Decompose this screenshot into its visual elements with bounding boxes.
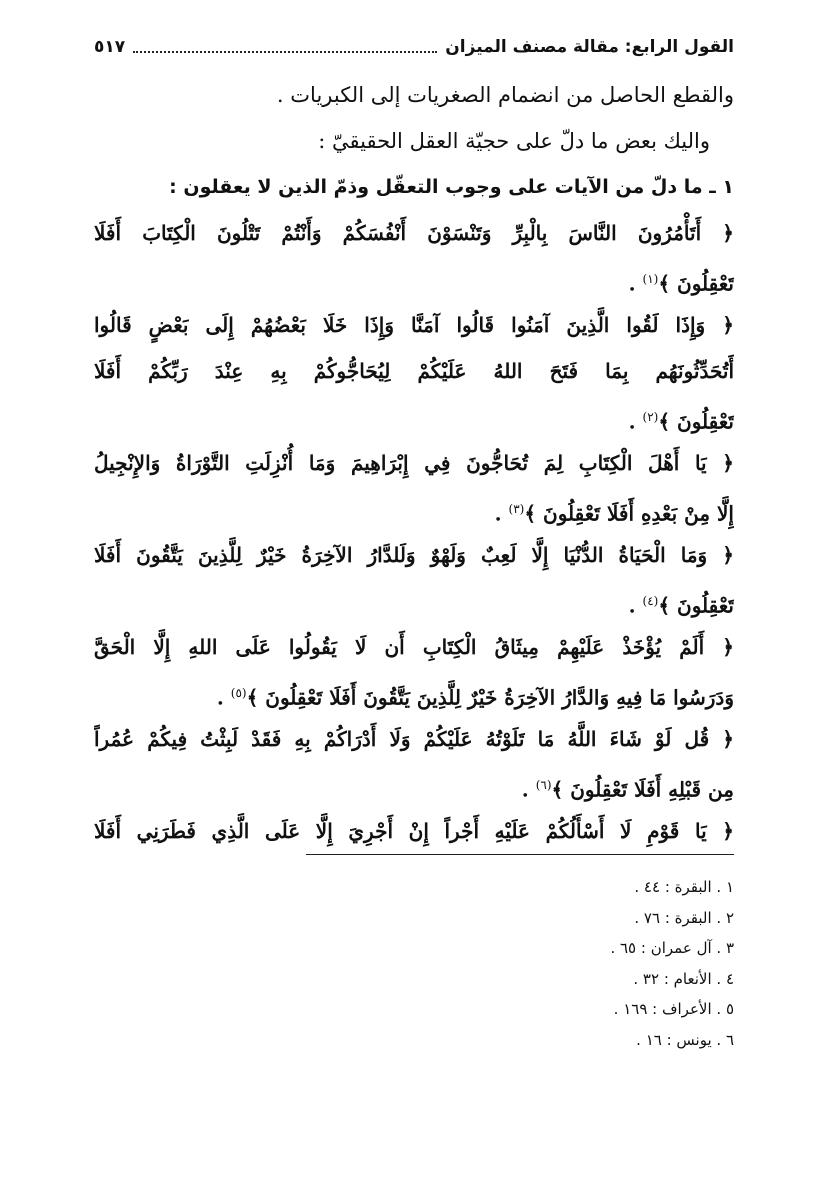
verse-line: ﴿ يَا قَوْمِ لَا أَسْأَلُكُمْ عَلَيْهِ أَجْراً إِنْ أَجْرِيَ إِلَّا عَلَى الَّذِي فَطَرَنِي أَفَلَا [94, 819, 734, 843]
footnote-item: ٦ . يونس : ١٦ . [636, 1030, 734, 1049]
footnote-ref: (٦) [535, 778, 552, 792]
intro-line-2: واليك بعض ما دلّ على حجيّة العقل الحقيقيّ : [318, 129, 710, 153]
verse-line: ﴿ أَلَمْ يُؤْخَذْ عَلَيْهِمْ مِيثَاقُ الْكِتَابِ أَن لَا يَقُولُوا عَلَى اللهِ إِلَّا الْحَقَّ [94, 635, 734, 659]
verse-line: مِن قَبْلِهِ أَفَلَا تَعْقِلُونَ ﴾$^{(٦)}$ . [521, 777, 734, 802]
verse-line: تَعْقِلُونَ ﴾$^{(٢)}$ . [628, 409, 734, 434]
verse-line: تَعْقِلُونَ ﴾$^{(٤)}$ . [628, 593, 734, 618]
footnote-item: ١ . البقرة : ٤٤ . [634, 878, 734, 896]
footnote-ref: (٤) [642, 594, 659, 608]
verse-line: ﴿ يَا أَهْلَ الْكِتَابِ لِمَ تُحَاجُّونَ فِي إِبْرَاهِيمَ وَمَا أُنْزِلَتِ التَّوْرَاةُ وَالإِنْجِيلُ [94, 451, 734, 475]
verse-line: ﴿ وَمَا الْحَيَاةُ الدُّنْيَا إِلَّا لَعِبٌ وَلَهْوٌ وَلَلدَّارُ الآخِرَةُ خَيْرٌ لِلَّذِينَ يَتَّقُونَ أَفَلَا [94, 543, 734, 567]
footnote-ref: (٥) [230, 686, 247, 700]
verse-text: إِلَّا مِنْ بَعْدِهِ أَفَلَا تَعْقِلُونَ ﴾ [524, 501, 734, 526]
verse-line: إِلَّا مِنْ بَعْدِهِ أَفَلَا تَعْقِلُونَ ﴾$^{(٣)}$ . [494, 501, 734, 526]
verse-line: ﴿ وَإِذَا لَقُوا الَّذِينَ آمَنُوا قَالُوا آمَنَّا وَإِذَا خَلَا بَعْضُهُمْ إِلَى بَعْضٍ قَالُوا [94, 313, 734, 337]
footnotes [394, 872, 734, 1055]
footnote-item: ٥ . الأعراف : ١٦٩ . [613, 1000, 734, 1018]
footnote-item: ٢ . البقرة : ٧٦ . [634, 908, 734, 927]
verse-line: ﴿ قُل لَوْ شَاءَ اللَّهُ مَا تَلَوْتُهُ عَلَيْكُمْ وَلَا أَدْرَاكُمْ بِهِ فَقَدْ لَبِثْتُ فِيكُمْ عُمُراً [94, 727, 734, 751]
page-number: ٥١٧ [94, 37, 126, 57]
footnote-item: ٤ . الأنعام : ٣٢ . [633, 969, 734, 988]
main-text [94, 72, 734, 854]
verse-text: تَعْقِلُونَ ﴾ [658, 271, 734, 296]
verse-text: وَدَرَسُوا مَا فِيهِ وَالدَّارُ الآخِرَةُ خَيْرٌ لِلَّذِينَ يَتَّقُونَ أَفَلَا تَعْقِلُونَ ﴾ [246, 685, 734, 710]
header-title: القول الرابع: مقالة مصنف الميزان [445, 37, 734, 57]
verse-line: تَعْقِلُونَ ﴾$^{(١)}$ . [628, 271, 734, 296]
intro-line-1: والقطع الحاصل من انضمام الصغريات إلى الكبريات . [276, 83, 734, 107]
footnote-separator [306, 854, 734, 855]
footnote-ref: (٣) [508, 502, 525, 516]
verse-text: تَعْقِلُونَ ﴾ [658, 409, 734, 434]
verse-text: مِن قَبْلِهِ أَفَلَا تَعْقِلُونَ ﴾ [551, 777, 734, 802]
header-dot-leader [133, 41, 437, 53]
verse-line: وَدَرَسُوا مَا فِيهِ وَالدَّارُ الآخِرَةُ خَيْرٌ لِلَّذِينَ يَتَّقُونَ أَفَلَا تَعْقِلُونَ ﴾$^{(٥)}$ . [216, 685, 734, 710]
footnote-ref: (٢) [642, 410, 659, 424]
footnote-ref: (١) [642, 272, 659, 286]
section-heading: ١ ـ ما دلّ من الآيات على وجوب التعقّل وذمّ الذين لا يعقلون : [169, 176, 734, 198]
running-header [94, 34, 734, 60]
verse-line: أَتُحَدِّثُونَهُم بِمَا فَتَحَ اللهُ عَلَيْكُمْ لِيُحَاجُّوكُمْ بِهِ عِنْدَ رَبِّكُمْ أَفَلَا [94, 359, 734, 383]
verse-text: تَعْقِلُونَ ﴾ [658, 593, 734, 618]
verse-line: ﴿ أَتَأْمُرُونَ النَّاسَ بِالْبِرِّ وَتَنْسَوْنَ أَنْفُسَكُمْ وَأَنْتُمْ تَتْلُونَ الْكِتَابَ أَفَلَا [94, 221, 734, 245]
footnote-item: ٣ . آل عمران : ٦٥ . [610, 939, 734, 957]
